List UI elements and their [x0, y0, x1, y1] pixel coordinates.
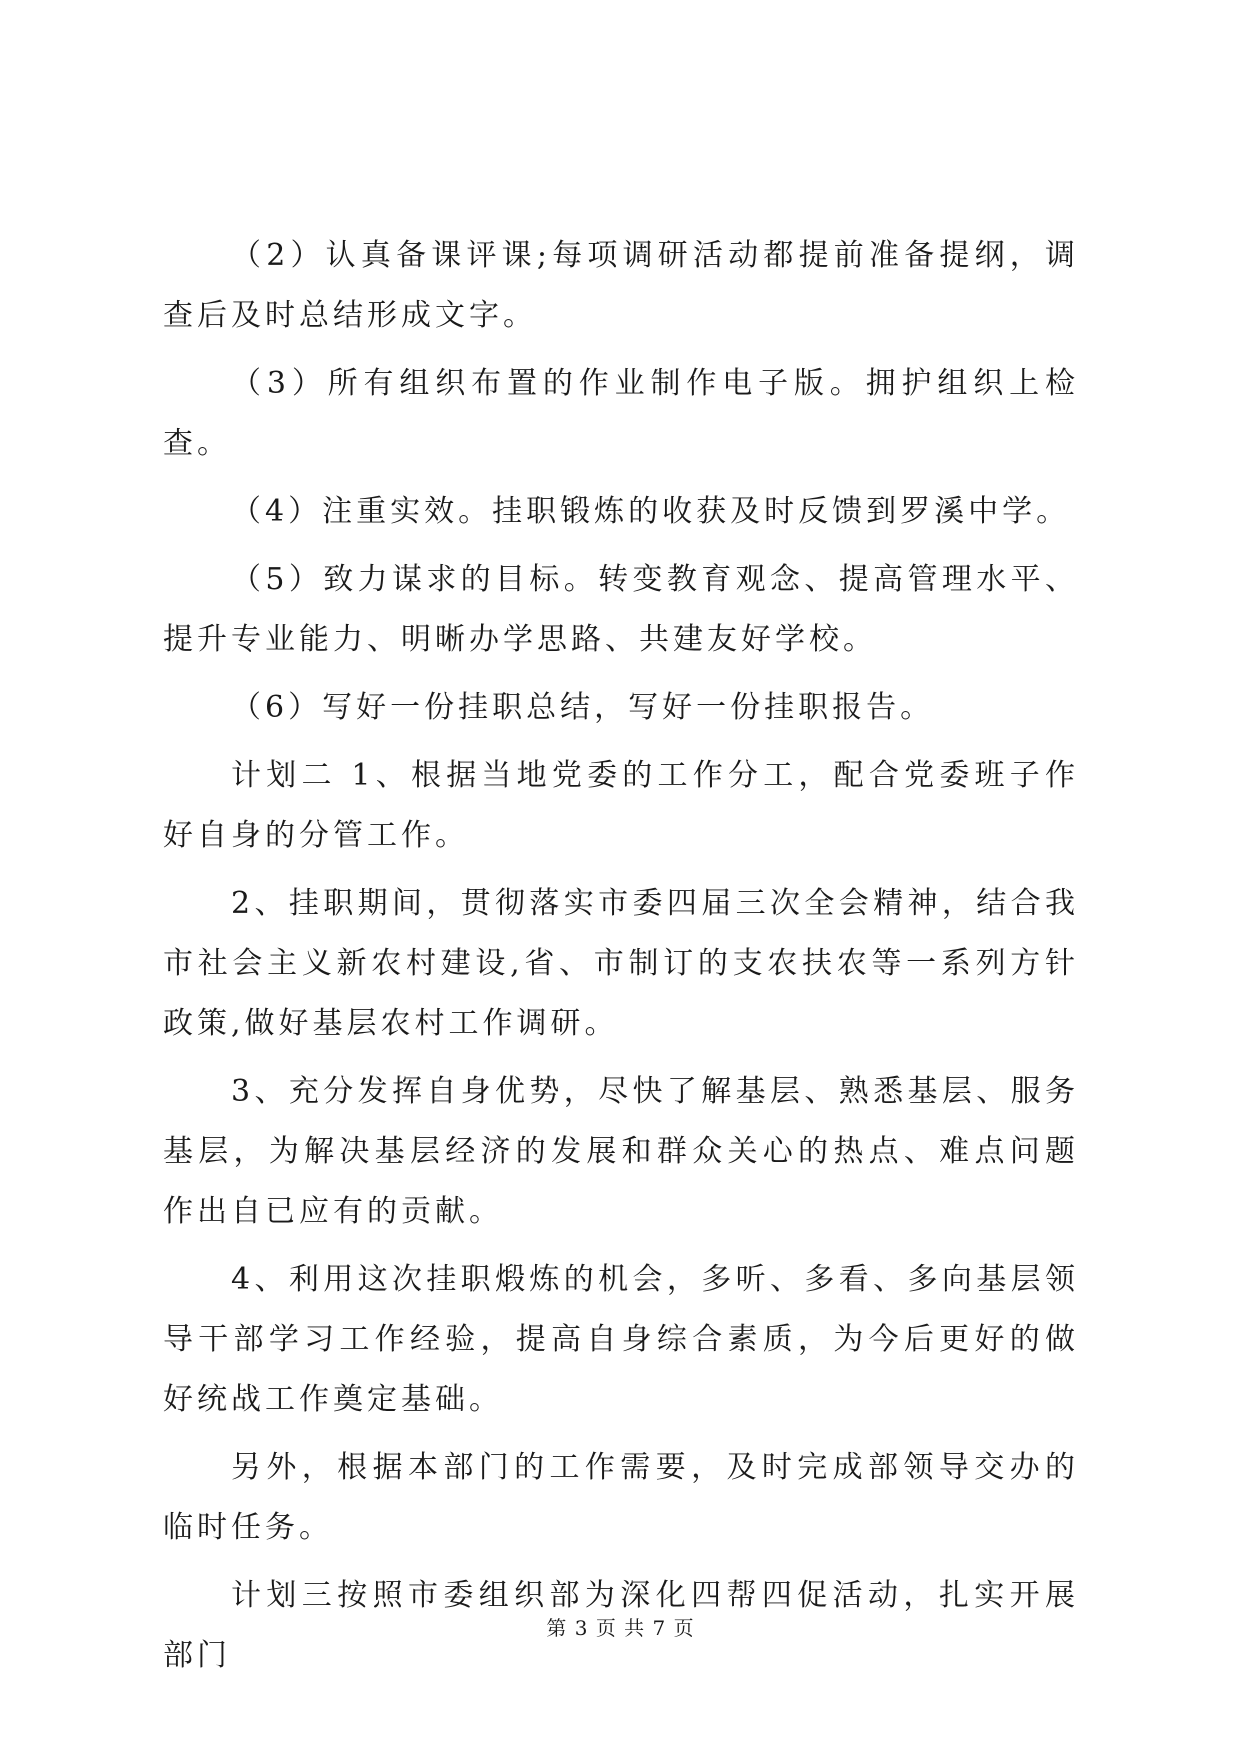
- paragraph-plan-two-item-4: 4、利用这次挂职煅炼的机会，多听、多看、多向基层领导干部学习工作经验，提高自身综合素质，为今后更好的做好统战工作奠定基础。: [163, 1262, 1079, 1417]
- paragraph-plan-two-item-1: 计划二 1、根据当地党委的工作分工，配合党委班子作好自身的分管工作。: [163, 758, 1079, 853]
- page-footer: 第 3 页 共 7 页: [546, 1616, 695, 1640]
- paragraph-additional-tasks: 另外，根据本部门的工作需要，及时完成部领导交办的临时任务。: [163, 1450, 1079, 1545]
- paragraph-plan-two-item-2: 2、挂职期间，贯彻落实市委四届三次全会精神，结合我市社会主义新农村建设,省、市制订的支农扶农等一系列方针政策,做好基层农村工作调研。: [163, 886, 1079, 1041]
- paragraph-prep-lessons: （2）认真备课评课;每项调研活动都提前准备提纲，调查后及时总结形成文字。: [163, 238, 1079, 333]
- paragraph-plan-two-item-3: 3、充分发挥自身优势，尽快了解基层、熟悉基层、服务基层，为解决基层经济的发展和群众关心的热点、难点问题作出自已应有的贡献。: [163, 1074, 1079, 1229]
- paragraph-homework-digital: （3）所有组织布置的作业制作电子版。拥护组织上检查。: [163, 366, 1079, 461]
- document-body: [163, 226, 1079, 1694]
- paragraph-summary-report: （6）写好一份挂职总结，写好一份挂职报告。: [231, 690, 935, 725]
- paragraph-plan-three: 计划三按照市委组织部为深化四帮四促活动，扎实开展部门: [163, 1578, 1079, 1673]
- paragraph-focus-results: （4）注重实效。挂职锻炼的收获及时反馈到罗溪中学。: [231, 494, 1071, 529]
- paragraph-goals: （5）致力谋求的目标。转变教育观念、提高管理水平、提升专业能力、明晰办学思路、共建友好学校。: [163, 562, 1079, 657]
